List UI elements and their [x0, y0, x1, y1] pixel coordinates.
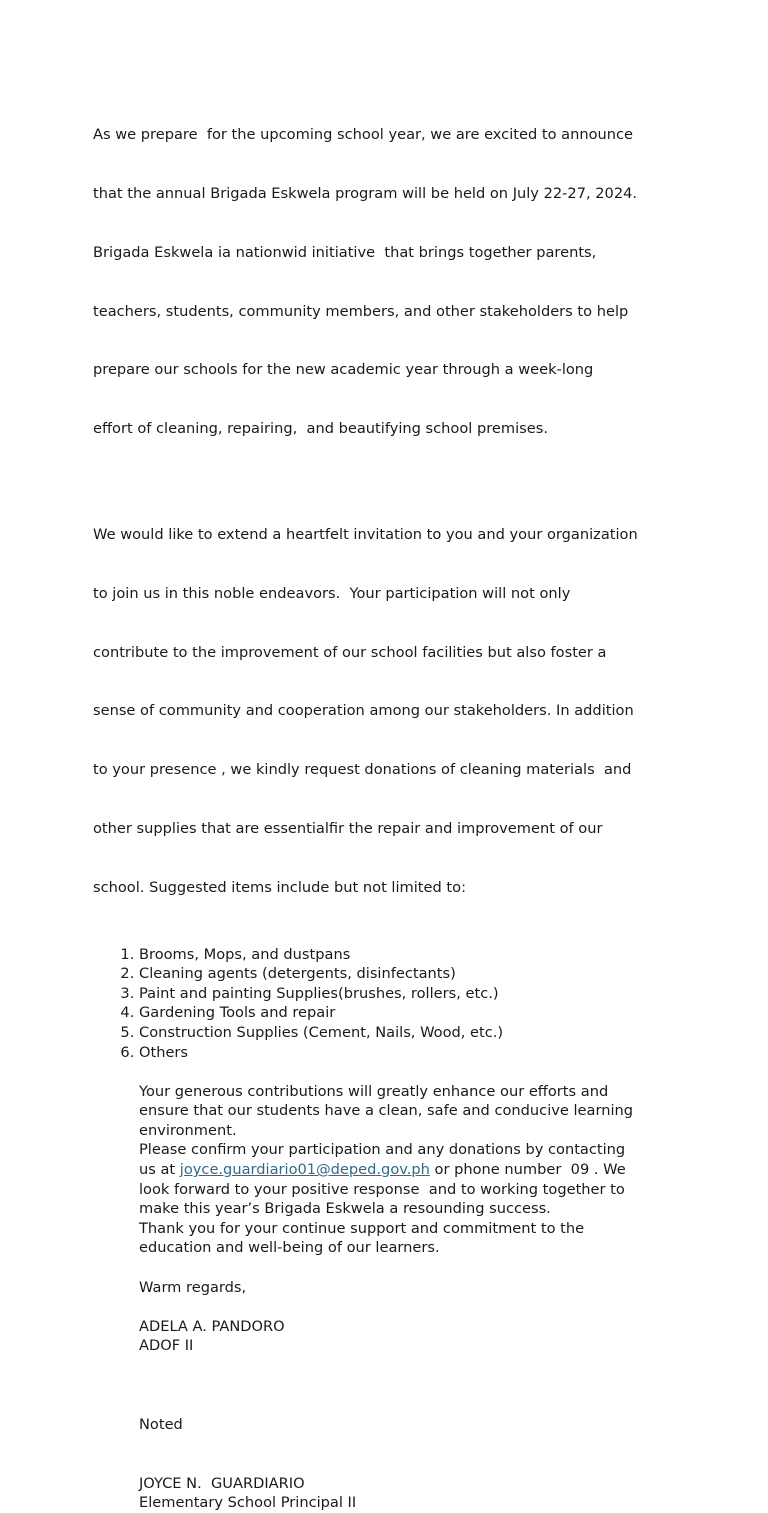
- text-line: make this year’s Brigada Eskwela a resounding success.: [139, 1200, 551, 1218]
- text-line: environment.: [139, 1121, 237, 1139]
- text-line: Please confirm your participation and any donations by contacting: [139, 1141, 626, 1159]
- text-line: to your presence , we kindly request donations of cleaning materials and: [93, 761, 632, 779]
- list-item: 3. Paint and painting Supplies(brushes, rollers, etc.): [139, 984, 683, 1004]
- sender-title: ADOF II: [139, 1337, 194, 1355]
- text-line: Brigada Eskwela ia nationwid initiative that brings together parents,: [93, 243, 597, 261]
- sender-name: ADELA A. PANDORO: [139, 1317, 285, 1335]
- list-item: 2. Cleaning agents (detergents, disinfectants): [139, 964, 683, 984]
- list-item: 5. Construction Supplies (Cement, Nails, Wood, etc.): [139, 1023, 683, 1043]
- text-line: prepare our schools for the new academic year through a week-long: [93, 361, 594, 379]
- text-line: education and well-being of our learners.: [139, 1239, 440, 1257]
- text-line: contribute to the improvement of our school facilities but also foster a: [93, 643, 607, 661]
- list-item: 4. Gardening Tools and repair: [139, 1003, 683, 1023]
- approver-name: JOYCE N. GUARDIARIO: [139, 1474, 305, 1492]
- text-line: look forward to your positive response and to working together to: [139, 1180, 625, 1198]
- contact-line: [139, 1160, 683, 1180]
- suggested-items-list: [93, 945, 683, 1063]
- list-item: 6. Others: [139, 1043, 683, 1063]
- text-line: Thank you for your continue support and commitment to the: [139, 1219, 585, 1237]
- text-line: school. Suggested items include but not limited to:: [93, 878, 466, 896]
- text-line: teachers, students, community members, and other stakeholders to help: [93, 302, 629, 320]
- text-line: sense of community and cooperation among our stakeholders. In addition: [93, 702, 634, 720]
- noted-label: Noted: [139, 1415, 183, 1433]
- list-item: 1. Brooms, Mops, and dustpans: [139, 945, 683, 965]
- intro-paragraph: [93, 86, 683, 478]
- contact-prefix: us at: [139, 1161, 180, 1179]
- text-line: effort of cleaning, repairing, and beautifying school premises.: [93, 420, 548, 438]
- invitation-paragraph: [93, 486, 683, 937]
- text-line: As we prepare for the upcoming school year, we are excited to announce: [93, 126, 634, 144]
- text-line: other supplies that are essentialfir the repair and improvement of our: [93, 819, 603, 837]
- text-line: ensure that our students have a clean, safe and conducive learning: [139, 1102, 634, 1120]
- text-line: to join us in this noble endeavors. Your participation will not only: [93, 584, 571, 602]
- letter-body: [93, 86, 683, 1513]
- text-line: We would like to extend a heartfelt invitation to you and your organization: [93, 526, 638, 544]
- text-line: Your generous contributions will greatly enhance our efforts and: [139, 1082, 609, 1100]
- salutation: Warm regards,: [139, 1278, 247, 1296]
- text-line: that the annual Brigada Eskwela program will be held on July 22-27, 2024.: [93, 184, 638, 202]
- contact-suffix: or phone number 09 . We: [429, 1161, 626, 1179]
- approver-title: Elementary School Principal II: [139, 1494, 357, 1512]
- email-link[interactable]: joyce.guardiario01@deped.gov.ph: [179, 1161, 430, 1179]
- closing-section: [139, 1062, 683, 1513]
